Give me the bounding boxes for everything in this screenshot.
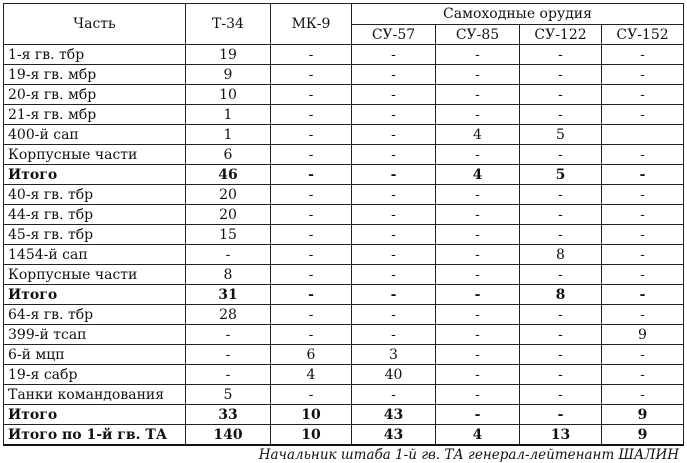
cell-mk9: -	[271, 285, 352, 305]
cell-t34: 20	[186, 185, 271, 205]
cell-su122: 8	[520, 285, 602, 305]
cell-t34: 8	[186, 265, 271, 285]
cell-unit: Итого	[4, 405, 186, 425]
cell-su85: -	[436, 345, 520, 365]
cell-t34: -	[186, 245, 271, 265]
cell-su152: -	[602, 185, 684, 205]
cell-mk9: -	[271, 105, 352, 125]
table-row	[4, 405, 684, 425]
cell-su152: -	[602, 225, 684, 245]
cell-mk9: -	[271, 265, 352, 285]
cell-su122: -	[520, 65, 602, 85]
cell-unit: 399-й тсап	[4, 325, 186, 345]
cell-mk9: -	[271, 65, 352, 85]
header-row-1	[4, 4, 684, 25]
cell-mk9: 10	[271, 425, 352, 446]
cell-t34: -	[186, 345, 271, 365]
cell-unit: 19-я сабр	[4, 365, 186, 385]
header-su57: СУ-57	[352, 25, 436, 45]
cell-mk9: 10	[271, 405, 352, 425]
cell-su57: -	[352, 285, 436, 305]
table-row	[4, 285, 684, 305]
cell-su122: -	[520, 405, 602, 425]
cell-su85: 4	[436, 425, 520, 446]
cell-su152: -	[602, 165, 684, 185]
header-mk9: МК-9	[271, 4, 352, 45]
header-su85: СУ-85	[436, 25, 520, 45]
cell-unit: 21-я гв. мбр	[4, 105, 186, 125]
cell-su122: -	[520, 305, 602, 325]
cell-su57: -	[352, 265, 436, 285]
cell-su122: 8	[520, 245, 602, 265]
cell-su85: -	[436, 105, 520, 125]
cell-su85: -	[436, 265, 520, 285]
cell-t34: 19	[186, 45, 271, 65]
cell-su85: -	[436, 185, 520, 205]
cell-unit: 6-й мцп	[4, 345, 186, 365]
cell-mk9: -	[271, 125, 352, 145]
cell-su57: -	[352, 305, 436, 325]
cell-mk9: 6	[271, 345, 352, 365]
cell-su152: -	[602, 345, 684, 365]
cell-su152: -	[602, 245, 684, 265]
table-row	[4, 365, 684, 385]
cell-unit: Корпусные части	[4, 265, 186, 285]
cell-su85: -	[436, 145, 520, 165]
cell-mk9: -	[271, 225, 352, 245]
cell-t34: 46	[186, 165, 271, 185]
cell-su152: 9	[602, 405, 684, 425]
cell-su85: -	[436, 305, 520, 325]
cell-su57: -	[352, 105, 436, 125]
cell-su85: -	[436, 225, 520, 245]
cell-su57: -	[352, 245, 436, 265]
cell-su57: 43	[352, 405, 436, 425]
cell-unit: Итого	[4, 285, 186, 305]
cell-t34: 15	[186, 225, 271, 245]
cell-su152: -	[602, 145, 684, 165]
cell-su57: -	[352, 205, 436, 225]
cell-unit: 400-й сап	[4, 125, 186, 145]
cell-su85: -	[436, 405, 520, 425]
tank-strength-table	[3, 3, 684, 446]
cell-su152: -	[602, 65, 684, 85]
header-su152: СУ-152	[602, 25, 684, 45]
table-row	[4, 305, 684, 325]
signature-line: Начальник штаба 1-й гв. ТА генерал-лейтенант ШАЛИН	[258, 447, 679, 463]
header-unit: Часть	[4, 4, 186, 45]
table-body	[4, 45, 684, 446]
cell-unit: 40-я гв. тбр	[4, 185, 186, 205]
cell-t34: 33	[186, 405, 271, 425]
cell-su85: -	[436, 45, 520, 65]
header-spg-group: Самоходные орудия	[352, 4, 684, 25]
cell-su57: -	[352, 65, 436, 85]
cell-unit: Корпусные части	[4, 145, 186, 165]
table-row	[4, 245, 684, 265]
cell-su85: 4	[436, 165, 520, 185]
cell-su85: -	[436, 245, 520, 265]
cell-su122: -	[520, 225, 602, 245]
cell-su122: -	[520, 325, 602, 345]
table-row	[4, 325, 684, 345]
cell-t34: 20	[186, 205, 271, 225]
cell-t34: 10	[186, 85, 271, 105]
cell-mk9: -	[271, 205, 352, 225]
cell-su122: 13	[520, 425, 602, 446]
cell-mk9: -	[271, 325, 352, 345]
table-row	[4, 65, 684, 85]
table-row	[4, 165, 684, 185]
cell-unit: 20-я гв. мбр	[4, 85, 186, 105]
cell-su122: -	[520, 185, 602, 205]
cell-su57: -	[352, 165, 436, 185]
cell-su57: 40	[352, 365, 436, 385]
table-row	[4, 105, 684, 125]
cell-mk9: -	[271, 185, 352, 205]
cell-unit: 64-я гв. тбр	[4, 305, 186, 325]
cell-unit: 45-я гв. тбр	[4, 225, 186, 245]
table-row	[4, 265, 684, 285]
cell-su85: -	[436, 385, 520, 405]
cell-unit: 44-я гв. тбр	[4, 205, 186, 225]
cell-su152: -	[602, 365, 684, 385]
table-row	[4, 125, 684, 145]
cell-t34: -	[186, 365, 271, 385]
cell-su122: 5	[520, 165, 602, 185]
cell-su122: 5	[520, 125, 602, 145]
cell-su122: -	[520, 265, 602, 285]
cell-unit: 1454-й сап	[4, 245, 186, 265]
cell-mk9: -	[271, 305, 352, 325]
table-row	[4, 425, 684, 446]
cell-su57: -	[352, 325, 436, 345]
table-row	[4, 225, 684, 245]
table-row	[4, 185, 684, 205]
cell-su122: -	[520, 45, 602, 65]
cell-t34: 9	[186, 65, 271, 85]
cell-su152: -	[602, 285, 684, 305]
cell-su57: -	[352, 225, 436, 245]
cell-mk9: -	[271, 45, 352, 65]
table-row	[4, 345, 684, 365]
cell-su122: -	[520, 85, 602, 105]
cell-su152	[602, 125, 684, 145]
cell-su57: -	[352, 45, 436, 65]
document-page	[3, 3, 683, 463]
header-su122: СУ-122	[520, 25, 602, 45]
cell-t34: 6	[186, 145, 271, 165]
cell-su152: 9	[602, 425, 684, 446]
cell-su85: -	[436, 65, 520, 85]
cell-mk9: -	[271, 385, 352, 405]
cell-su122: -	[520, 105, 602, 125]
cell-su122: -	[520, 205, 602, 225]
cell-mk9: -	[271, 145, 352, 165]
cell-t34: 1	[186, 125, 271, 145]
table-row	[4, 385, 684, 405]
cell-su122: -	[520, 365, 602, 385]
cell-su85: -	[436, 365, 520, 385]
cell-su85: -	[436, 285, 520, 305]
cell-unit: 1-я гв. тбр	[4, 45, 186, 65]
cell-su122: -	[520, 145, 602, 165]
cell-su85: -	[436, 85, 520, 105]
cell-mk9: -	[271, 245, 352, 265]
table-row	[4, 45, 684, 65]
cell-su57: -	[352, 385, 436, 405]
cell-mk9: -	[271, 165, 352, 185]
cell-su152: -	[602, 265, 684, 285]
cell-su57: 3	[352, 345, 436, 365]
table-row	[4, 85, 684, 105]
table-row	[4, 145, 684, 165]
cell-t34: 28	[186, 305, 271, 325]
cell-su85: -	[436, 205, 520, 225]
cell-t34: 140	[186, 425, 271, 446]
cell-su152: -	[602, 105, 684, 125]
cell-t34: 5	[186, 385, 271, 405]
cell-su57: -	[352, 85, 436, 105]
cell-su57: -	[352, 185, 436, 205]
cell-unit: Танки командования	[4, 385, 186, 405]
cell-su152: -	[602, 45, 684, 65]
cell-su57: -	[352, 145, 436, 165]
cell-su122: -	[520, 385, 602, 405]
cell-t34: -	[186, 325, 271, 345]
cell-t34: 1	[186, 105, 271, 125]
cell-su152: -	[602, 205, 684, 225]
cell-su152: -	[602, 305, 684, 325]
cell-su122: -	[520, 345, 602, 365]
header-t34: Т-34	[186, 4, 271, 45]
cell-unit: 19-я гв. мбр	[4, 65, 186, 85]
cell-su152: 9	[602, 325, 684, 345]
cell-su85: 4	[436, 125, 520, 145]
table-row	[4, 205, 684, 225]
cell-unit: Итого	[4, 165, 186, 185]
cell-mk9: -	[271, 85, 352, 105]
cell-su57: 43	[352, 425, 436, 446]
cell-su152: -	[602, 85, 684, 105]
cell-t34: 31	[186, 285, 271, 305]
cell-su85: -	[436, 325, 520, 345]
cell-unit: Итого по 1-й гв. ТА	[4, 425, 186, 446]
cell-mk9: 4	[271, 365, 352, 385]
cell-su152: -	[602, 385, 684, 405]
cell-su57: -	[352, 125, 436, 145]
